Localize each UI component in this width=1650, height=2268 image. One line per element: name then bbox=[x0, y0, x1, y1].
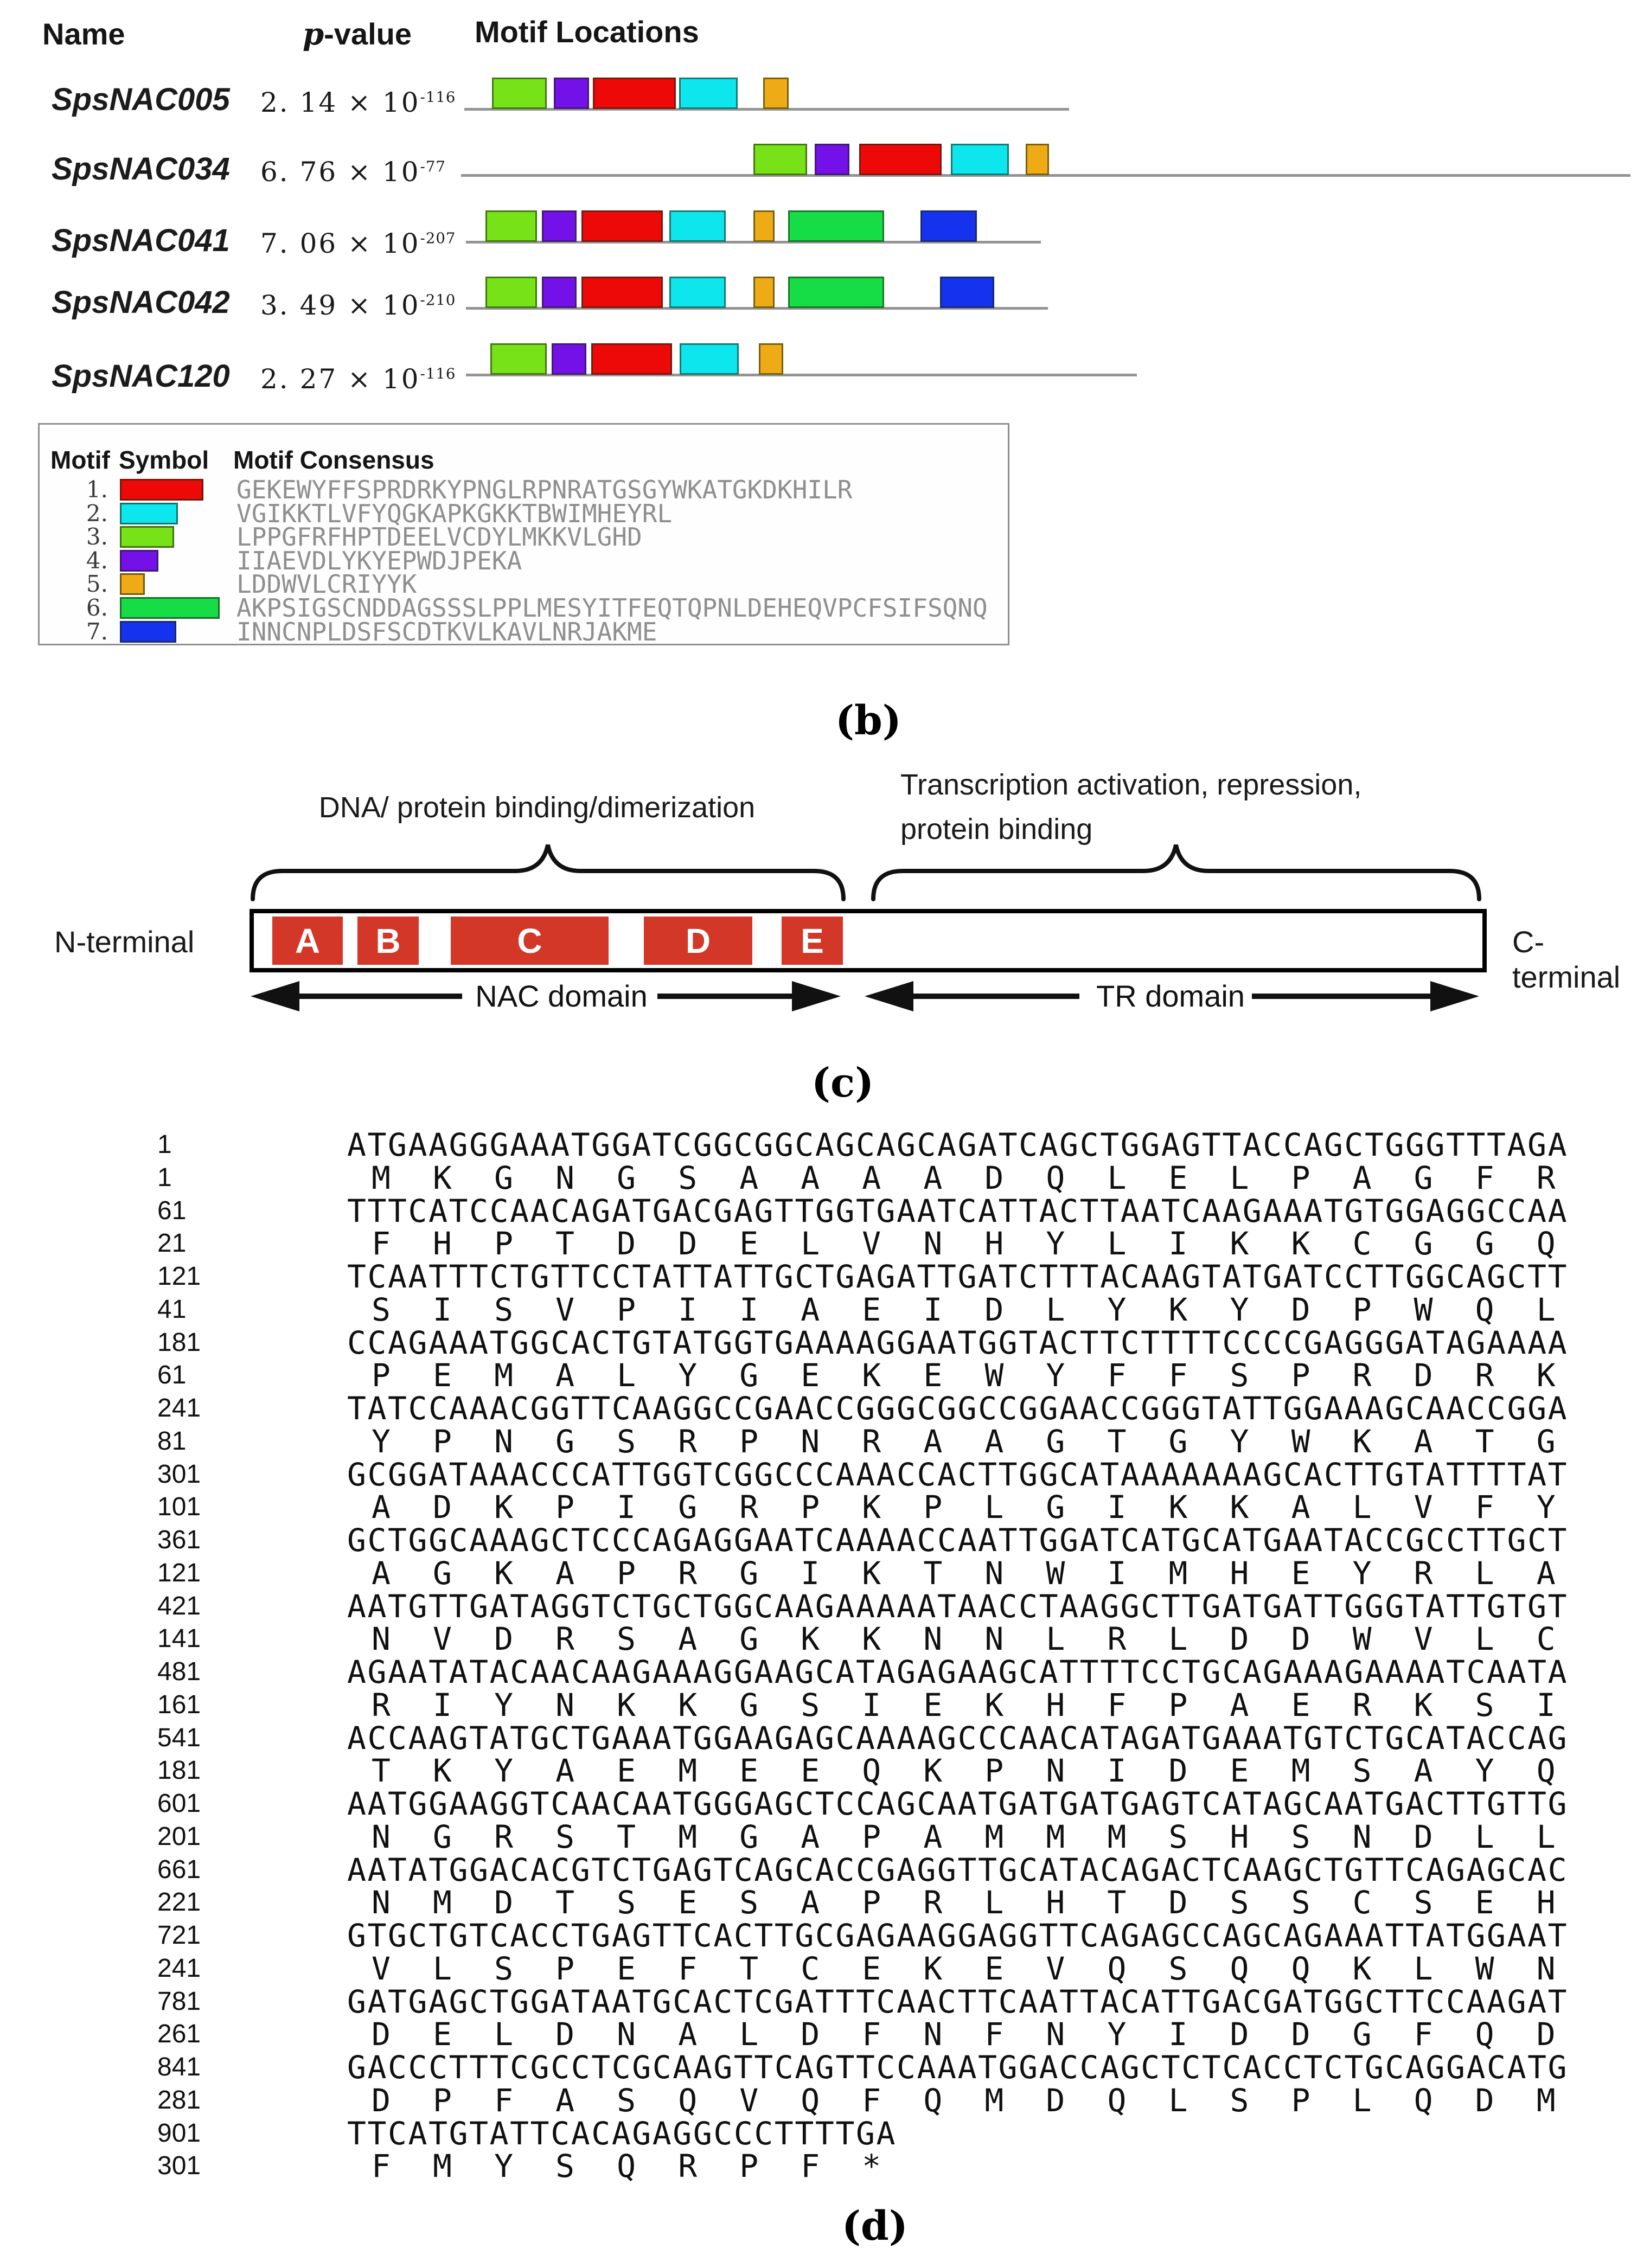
sequence-text: CCAGAAATGGCACTGTATGGTGAAAAGGAATGGTACTTCTTTTCCCCGAGGGATAGAAAA bbox=[347, 1324, 1569, 1361]
legend-header-symbol: Symbol bbox=[119, 446, 209, 474]
position-number: 141 bbox=[157, 1624, 201, 1654]
motif-4-box bbox=[542, 210, 577, 242]
sequence-text: A D K P I G R P K P L G I K K A L V F Y bbox=[372, 1489, 1568, 1526]
position-number: 301 bbox=[157, 1459, 201, 1489]
sequence-aa-line bbox=[0, 1950, 1650, 1987]
sequence-aa-line bbox=[0, 2081, 1650, 2119]
gene-name: SpsNAC041 bbox=[52, 223, 230, 258]
n-terminal-label: N-terminal bbox=[54, 925, 195, 959]
sequence-aa-line bbox=[0, 2150, 1650, 2183]
position-number: 261 bbox=[157, 2020, 201, 2049]
sequence-nt-line bbox=[0, 2049, 1650, 2086]
tr-annotation-line1: Transcription activation, repression, bbox=[900, 768, 1362, 801]
gene-name: SpsNAC005 bbox=[52, 82, 230, 117]
legend-header-consensus: Motif Consensus bbox=[233, 446, 434, 474]
sequence-aa-line bbox=[0, 1752, 1650, 1790]
position-number: 841 bbox=[157, 2053, 201, 2081]
sequence-aa-line bbox=[0, 1884, 1650, 1921]
legend-motif-number: 4. bbox=[86, 547, 108, 574]
sequence-aa-line bbox=[0, 1357, 1650, 1394]
sequence-text: R I Y N K K G S I E K H F P A E R K S I bbox=[372, 1686, 1568, 1724]
gene-name: SpsNAC034 bbox=[52, 151, 230, 187]
tr-annotation-line2: protein binding bbox=[900, 813, 1093, 845]
sequence-nt-line bbox=[0, 1983, 1650, 2020]
legend-motif-number: 3. bbox=[86, 523, 108, 550]
position-number: 901 bbox=[157, 2118, 201, 2148]
motif-3-box bbox=[490, 343, 547, 375]
sequence-text: M K G N G S A A A A D Q L E L P A G F R bbox=[372, 1159, 1568, 1196]
sequence-text: TATCCAAACGGTTCAAGGCCGAACCGGGCGGCCGGAACCGGGTATTGGAAAGCAACCGGA bbox=[347, 1390, 1569, 1427]
legend-symbol-1 bbox=[120, 479, 203, 501]
position-number: 1 bbox=[157, 1163, 172, 1192]
sequence-text: S I S V P I I A E I D L Y K Y D P W Q L bbox=[372, 1291, 1568, 1328]
sequence-text: A G K A P R G I K T N W I M H E Y R L A bbox=[372, 1554, 1568, 1592]
panel-c-label: (c) bbox=[811, 1060, 874, 1106]
legend-row bbox=[40, 522, 1008, 552]
sequence-text: P E M A L Y G E K E W Y F F S P R D R K bbox=[372, 1357, 1568, 1394]
motif-4-box bbox=[815, 144, 849, 175]
sequence-aa-line bbox=[0, 1225, 1650, 1263]
position-number: 661 bbox=[157, 1855, 201, 1884]
column-header-motif-locations: Motif Locations bbox=[475, 15, 699, 49]
motif-1-box bbox=[581, 277, 662, 308]
domain-d-box: D bbox=[644, 917, 752, 965]
nac-domain-label: NAC domain bbox=[475, 979, 648, 1013]
legend-symbol-5 bbox=[120, 573, 145, 595]
motif-4-box bbox=[542, 277, 577, 308]
sequence-text: Y P N G S R P N R A A G T G Y W K A T G bbox=[372, 1423, 1568, 1460]
right-brace bbox=[873, 845, 1479, 899]
motif-3-box bbox=[485, 277, 537, 308]
sequence-text: ATGAAGGGAAATGGATCGGCGGCAGCAGCAGATCAGCTGGAGTTACCAGCTGGGTTTAGA bbox=[347, 1126, 1569, 1163]
position-number: 41 bbox=[157, 1295, 187, 1324]
motif-3-box bbox=[753, 144, 807, 175]
sequence-text: TTTCATCCAACAGATGACGAGTTGGTGAATCATTACTTAATCAAGAAATGTGGAGGCCAA bbox=[347, 1192, 1569, 1229]
motif-2-box bbox=[679, 78, 738, 109]
sequence-nt-line bbox=[0, 1719, 1650, 1757]
sequence-text: F H P T D D E L V N H Y L I K K C G G Q bbox=[372, 1225, 1568, 1263]
motif-1-box bbox=[593, 78, 676, 109]
legend-motif-number: 1. bbox=[86, 476, 108, 503]
p-value: 2. $27 \times 10^{-116}$ bbox=[260, 363, 456, 395]
legend-motif-number: 7. bbox=[86, 618, 108, 645]
legend-header-motif: Motif bbox=[50, 446, 110, 474]
sequence-nt-line bbox=[0, 1917, 1650, 1954]
column-header-pvalue bbox=[303, 16, 412, 52]
sequence-text: TTCATGTATTCACAGAGGCCCTTTTGA bbox=[347, 2115, 897, 2152]
position-number: 81 bbox=[157, 1426, 187, 1456]
legend-row bbox=[40, 475, 1008, 504]
position-number: 181 bbox=[157, 1756, 201, 1785]
sequence-text: N M D T S E S A P R L H T D S S C S E H bbox=[372, 1884, 1568, 1921]
sequence-aa-line bbox=[0, 2016, 1650, 2053]
sequence-nt-line bbox=[0, 1126, 1650, 1163]
p-value: 7. $06 \times 10^{-207}$ bbox=[260, 228, 456, 259]
motif-location-row bbox=[461, 144, 1633, 177]
sequence-text: D E L D N A L D F N F N Y I D D G F Q D bbox=[372, 2016, 1568, 2053]
motif-2-box bbox=[680, 343, 739, 375]
domain-a-box: A bbox=[272, 917, 343, 965]
motif-location-row bbox=[461, 343, 1633, 377]
motif-location-row bbox=[461, 210, 1633, 244]
sequence-nt-line bbox=[0, 1324, 1650, 1361]
legend-consensus: IIAEVDLYKYEPWDJPEKA bbox=[236, 546, 522, 575]
motif-legend-box bbox=[38, 423, 1009, 645]
legend-consensus: AKPSIGSCNDDAGSSSLPPLMESYITFEQTQPNLDEHEQVPCFSIFSQNQ bbox=[236, 593, 988, 623]
sequence-aa-line bbox=[0, 1291, 1650, 1328]
position-number: 721 bbox=[157, 1921, 201, 1950]
motif-6-box bbox=[788, 277, 884, 308]
domain-b-box: B bbox=[357, 917, 419, 965]
sequence-nt-line bbox=[0, 1524, 1650, 1557]
motif-2-box bbox=[951, 144, 1009, 175]
protein-bar bbox=[250, 909, 1487, 972]
sequence-aa-line bbox=[0, 1620, 1650, 1658]
motif-3-box bbox=[485, 210, 537, 242]
sequence-text: GCGGATAAACCCATTGGTCGGCCCAAACCACTTGGCATAAAAAAAGCACTTGTATTTTAT bbox=[347, 1456, 1569, 1493]
legend-consensus: LPPGFRFHPTDEELVCDYLMKKVLGHD bbox=[236, 522, 642, 552]
sequence-text: GATGAGCTGGATAATGCACTCGATTTCAACTTCAATTACATTGACGATGGCTTCCAAGAT bbox=[347, 1983, 1569, 2020]
position-number: 301 bbox=[157, 2151, 201, 2181]
motif-7-box bbox=[920, 210, 977, 242]
gene-name: SpsNAC120 bbox=[52, 358, 230, 394]
position-number: 241 bbox=[157, 1394, 201, 1423]
motif-4-box bbox=[552, 343, 586, 375]
position-number: 21 bbox=[157, 1229, 187, 1258]
legend-symbol-3 bbox=[120, 526, 174, 548]
motif-3-box bbox=[492, 78, 547, 109]
gene-name: SpsNAC042 bbox=[52, 285, 230, 320]
sequence-text: D P F A S Q V Q F Q M D Q L S P L Q D M bbox=[372, 2081, 1568, 2119]
motif-1-box bbox=[581, 210, 662, 242]
sequence-text: T K Y A E M E E Q K P N I D E M S A Y Q bbox=[372, 1752, 1568, 1790]
sequence-text: TCAATTTCTGTTCCTATTATTGCTGAGATTGATCTTTACAAGTATGATCCTTGGCAGCTT bbox=[347, 1258, 1569, 1295]
pvalue-rest: -value bbox=[324, 17, 412, 51]
p-value: 2. $14 \times 10^{-116}$ bbox=[260, 87, 456, 118]
position-number: 61 bbox=[157, 1361, 187, 1390]
motif-1-box bbox=[591, 343, 672, 375]
sequence-nt-line bbox=[0, 1192, 1650, 1229]
sequence-text: AATGGAAGGTCAACAATGGGAGCTCCAGCAATGATGATGAGTCATAGCAATGACTTGTTG bbox=[347, 1785, 1569, 1822]
sequence-aa-line bbox=[0, 1159, 1650, 1196]
sequence-text: N V D R S A G K K N N L R L D D W V L C bbox=[372, 1620, 1568, 1658]
sequence-nt-line bbox=[0, 1456, 1650, 1493]
position-number: 1 bbox=[157, 1130, 172, 1159]
position-number: 221 bbox=[157, 1888, 201, 1917]
sequence-text: N G R S T M G A P A M M M S H S N D L L bbox=[372, 1818, 1568, 1855]
legend-row bbox=[40, 593, 1008, 623]
legend-motif-number: 2. bbox=[86, 499, 108, 527]
legend-row bbox=[40, 498, 1008, 528]
position-number: 361 bbox=[157, 1526, 201, 1554]
position-number: 241 bbox=[157, 1953, 201, 1983]
sequence-aa-line bbox=[0, 1818, 1650, 1855]
position-number: 121 bbox=[157, 1262, 201, 1291]
legend-row bbox=[40, 617, 1008, 646]
sequence-nt-line bbox=[0, 1785, 1650, 1822]
sequence-text: GTGCTGTCACCTGAGTTCACTTGCGAGAAGGAGGTTCAGAGCCAGCAGAAATTATGGAAT bbox=[347, 1917, 1569, 1954]
sequence-text: ACCAAGTATGCTGAAATGGAAGAGCAAAAGCCCAACATAGATGAAATGTCTGCATACCAG bbox=[347, 1719, 1569, 1757]
panel-b-label: (b) bbox=[835, 697, 901, 744]
domain-e-box: E bbox=[782, 917, 843, 965]
legend-consensus: VGIKKTLVFYQGKAPKGKKTBWIMHEYRL bbox=[236, 498, 673, 528]
motif-1-box bbox=[859, 144, 942, 175]
column-header-name: Name bbox=[42, 17, 125, 51]
position-number: 121 bbox=[157, 1558, 201, 1587]
legend-consensus: INNCNPLDSFSCDTKVLKAVLNRJAKME bbox=[236, 617, 657, 646]
sequence-text: V L S P E F T C E K E V Q S Q Q K L W N bbox=[372, 1950, 1568, 1987]
motif-2-box bbox=[669, 277, 726, 308]
position-number: 481 bbox=[157, 1657, 201, 1686]
domain-c-box: C bbox=[451, 917, 609, 965]
sequence-nt-line bbox=[0, 1656, 1650, 1689]
panel-d-label: (d) bbox=[842, 2203, 908, 2250]
motif-7-box bbox=[940, 277, 994, 308]
position-number: 601 bbox=[157, 1789, 201, 1818]
position-number: 101 bbox=[157, 1492, 201, 1522]
position-number: 161 bbox=[157, 1690, 201, 1719]
sequence-nt-line bbox=[0, 1851, 1650, 1888]
legend-motif-number: 5. bbox=[86, 571, 108, 598]
panel-c-graphics bbox=[0, 759, 1650, 1030]
position-number: 421 bbox=[157, 1591, 201, 1620]
position-number: 61 bbox=[157, 1196, 187, 1225]
legend-motif-number: 6. bbox=[86, 594, 108, 621]
motif-5-box bbox=[753, 277, 775, 308]
sequence-aa-line bbox=[0, 1554, 1650, 1592]
motif-5-box bbox=[1026, 144, 1049, 175]
motif-2-box bbox=[669, 210, 726, 242]
legend-consensus: GEKEWYFFSPRDRKYPNGLRPNRATGSGYWKATGKDKHILR bbox=[236, 475, 853, 504]
tr-domain-label: TR domain bbox=[1096, 979, 1245, 1013]
nac-annotation: DNA/ protein binding/dimerization bbox=[318, 791, 756, 824]
sequence-nt-line bbox=[0, 2115, 1650, 2152]
motif-5-box bbox=[759, 343, 783, 375]
position-number: 181 bbox=[157, 1328, 201, 1357]
motif-location-row bbox=[461, 78, 1633, 111]
pvalue-italic-p: p bbox=[303, 16, 324, 52]
p-value: 3. $49 \times 10^{-210}$ bbox=[260, 290, 456, 321]
sequence-aa-line bbox=[0, 1686, 1650, 1724]
sequence-text: GCTGGCAAAGCTCCCAGAGGAATCAAAACCAATTGGATCATGCATGAATACCGCCTTGCT bbox=[347, 1522, 1569, 1559]
legend-symbol-4 bbox=[120, 550, 158, 572]
motif-5-box bbox=[763, 78, 789, 109]
legend-consensus: LDDWVLCRIYYK bbox=[236, 569, 417, 599]
legend-symbol-2 bbox=[120, 503, 178, 524]
position-number: 781 bbox=[157, 1987, 201, 2016]
legend-symbol-7 bbox=[120, 621, 176, 643]
motif-5-box bbox=[753, 210, 775, 242]
p-value: 6. $76 \times 10^{-77}$ bbox=[260, 156, 446, 188]
sequence-nt-line bbox=[0, 1258, 1650, 1295]
position-number: 281 bbox=[157, 2085, 201, 2115]
position-number: 201 bbox=[157, 1822, 201, 1851]
sequence-text: AATATGGACACGTCTGAGTCAGCACCGAGGTTGCATACAGACTCAAGCTGTTCAGAGCAC bbox=[347, 1851, 1569, 1888]
legend-row bbox=[40, 569, 1008, 599]
sequence-text: AATGTTGATAGGTCTGCTGGCAAGAAAAATAACCTAAGGCTTGATGATTGGGTATTGTGT bbox=[347, 1587, 1569, 1625]
motif-4-box bbox=[554, 78, 589, 109]
sequence-text: GACCCTTTCGCCTCGCAAGTTCAGTTCCAAATGGACCAGCTCTCACCTCTGCAGGACATG bbox=[347, 2049, 1569, 2086]
position-number: 541 bbox=[157, 1723, 201, 1752]
sequence-nt-line bbox=[0, 1587, 1650, 1625]
sequence-aa-line bbox=[0, 1491, 1650, 1524]
motif-location-row bbox=[461, 277, 1633, 310]
legend-row bbox=[40, 546, 1008, 575]
motif-6-box bbox=[788, 210, 884, 242]
sequence-nt-line bbox=[0, 1390, 1650, 1427]
left-brace bbox=[253, 845, 843, 899]
sequence-text: F M Y S Q R P F * bbox=[372, 2148, 893, 2185]
sequence-aa-line bbox=[0, 1423, 1650, 1460]
sequence-text: AGAATATACAACAAGAAAGGAAGCATAGAGAAGCATTTTCCTGCAGAAAGAAAATCAATA bbox=[347, 1654, 1569, 1690]
c-terminal-label: C-terminal bbox=[1512, 925, 1621, 994]
legend-symbol-6 bbox=[120, 597, 220, 619]
